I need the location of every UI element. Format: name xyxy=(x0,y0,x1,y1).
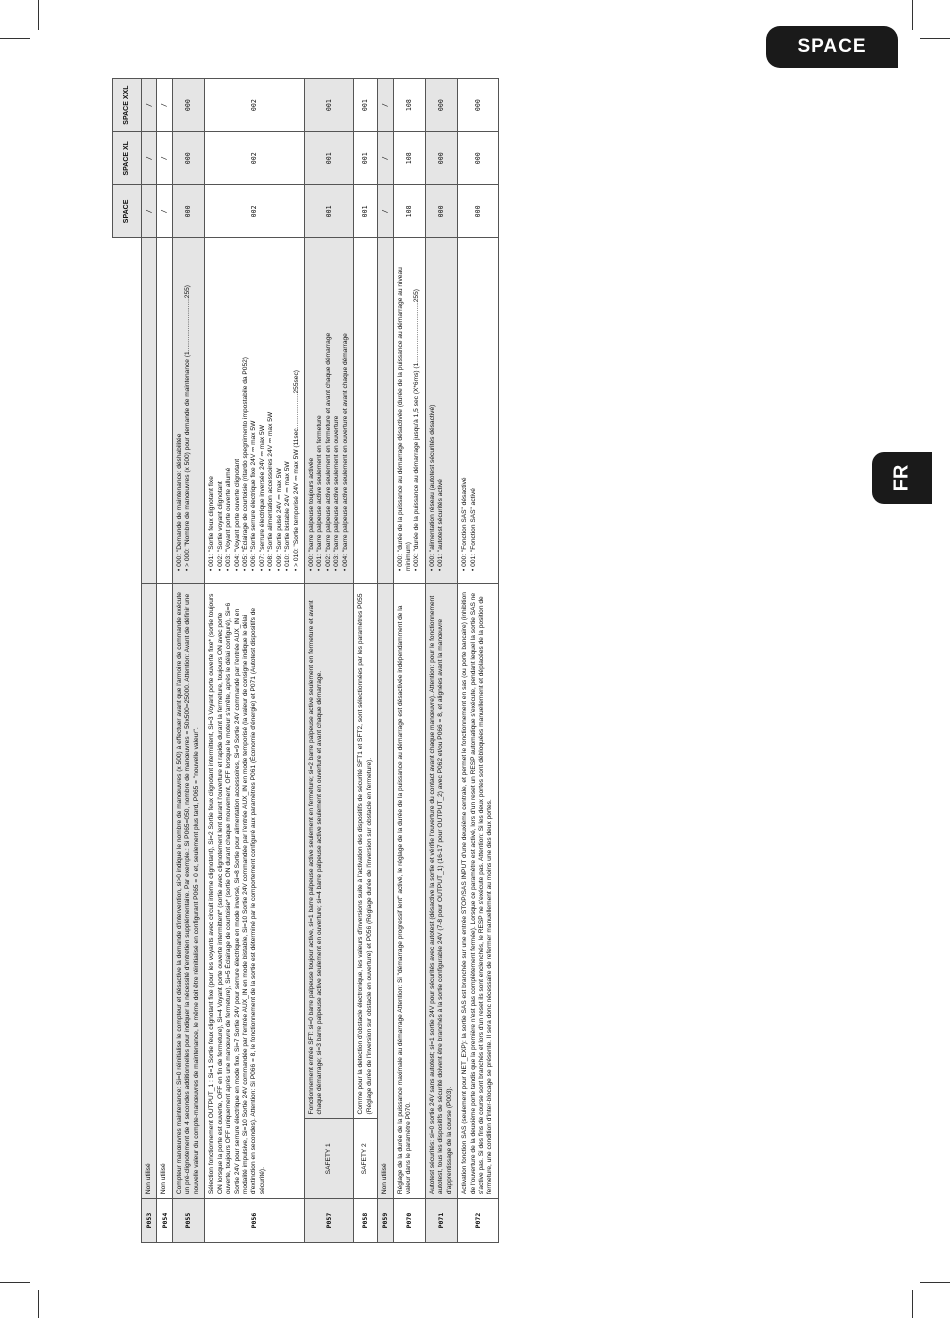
value-item: • 009: "Sortie pulsé 24V ⎓ max 5W xyxy=(276,242,284,570)
header-row xyxy=(113,79,142,1243)
crop-mark xyxy=(38,1290,39,1318)
value-item: • 001: "Sortie feux clignotant fixe xyxy=(208,242,216,570)
default-value: 002 xyxy=(205,132,305,185)
value-item: • 001: "autotest sécurités activé xyxy=(437,242,445,570)
table-row xyxy=(305,79,354,1243)
param-values xyxy=(172,238,204,583)
default-value: 000 xyxy=(172,185,204,238)
param-code: P056 xyxy=(205,1199,305,1243)
param-values xyxy=(157,238,172,583)
crop-mark xyxy=(38,0,39,30)
default-value: / xyxy=(142,132,157,185)
param-sub-label: SAFETY 2 xyxy=(354,1119,378,1199)
default-value: / xyxy=(157,185,172,238)
value-item: • 007: "serrure électrique inversée 24V ⎓ max 5W xyxy=(259,242,267,570)
crop-mark xyxy=(912,0,913,30)
param-description: Compteur manœuvres maintenance: Si=0 réinitialise le compteur et désactive la demande d'intervention, si>0 indique le nombre de manœuvres (x 500) à effectuer avant que l'armoire de commande exécute un pré-clignotement de 4 secondes additionnelles pour indiquer la nécessité d'entretien supplémentaire. Par exemple.: Si P065=050, nombre de manœuvres = 50x500=25000. Attention: Avant de définir une nouvelle valeur du compte-manœuvres de maintenance, le même doit être réinitialisé en configurant P065 = 0 et, seulement plus tard, P065 = "nouvelle valeur". xyxy=(172,583,204,1198)
value-item: • 010: "Sortie bistable 24V ⎓ max 5W xyxy=(284,242,292,570)
parameter-table xyxy=(112,78,499,1243)
default-value: / xyxy=(378,132,393,185)
value-item: • 000: "durée de la puissance au démarrage désactivée (durée de la puissance au démarrage au niveau minimum) xyxy=(397,242,414,570)
default-value: 001 xyxy=(305,132,354,185)
param-code: P058 xyxy=(354,1199,378,1243)
default-value: 000 xyxy=(425,132,457,185)
default-value: 000 xyxy=(458,79,499,132)
table-row xyxy=(393,79,425,1243)
param-code: P072 xyxy=(458,1199,499,1243)
value-item: • 001: "barre palpeuse active seulement en fermeture xyxy=(316,242,324,570)
table-row xyxy=(425,79,457,1243)
table-row xyxy=(205,79,305,1243)
crop-mark xyxy=(920,38,950,39)
default-value: 000 xyxy=(458,185,499,238)
col-space-xxl: SPACE XXL xyxy=(113,79,142,132)
default-value: 108 xyxy=(393,79,425,132)
param-code: P071 xyxy=(425,1199,457,1243)
default-value: 108 xyxy=(393,185,425,238)
value-item: • 000: "alimentation réseau (autotest sécurités désactivé) xyxy=(429,242,437,570)
param-code: P059 xyxy=(378,1199,393,1243)
default-value: 001 xyxy=(305,185,354,238)
crop-mark xyxy=(0,38,30,39)
param-description: Sélection fonctionnement OUTPUT_1 : Si=1 Sortie feux clignotant fixe (pour les voyants avec circuit interne clignotant), Si=2 Sortie feux clignotant intermittent, Si=3 Voyant porte ouverte fixe* (sortie toujours ON lorsque la porte est ouverte, OFF en fin de fermeture), Si=4 Voyant porte ouverte intermittent* (sortie avec clignotement lent durant l'ouverture et rapide durant la fermeture, toujours ON avec porte ouverte, toujours OFF uniquement après une manœuvre de fermeture), Si=5 Éclairage de courtoisie* (sortie ON durant chaque mouvement, OFF lorsque le moteur s'arrête, après le délai configuré), Si=6 Sortie 24V pour serrure électrique en mode fixe, Si=7 Sortie 24V pour serrure électrique en mode inversé, Si=8 Sortie pour alimentation accessoires, Si=9 Sortie 24V commandé par l'entrée AUX_IN en modalité impulsive, Si=10 Sortie 24V commandée par l'entrée AUX_IN en mode bistable, Si=10 Sortie 24V commandée par l'entrée AUX_IN en mode temporisé (la valeur de consigne indique le délai d'extinction en secondes). Attention: Si P066 = 8, le fonctionnement de la sortie est déterminé par le comportement configuré aux paramètres P061 (Économie d'énergie) et P071 (Autotest dispositifs de sécurité). xyxy=(205,583,305,1198)
table-row xyxy=(458,79,499,1243)
value-item: • > 010: "Sortie temporisé 24V ⎓ max 5W (11sec...................255sec) xyxy=(293,242,301,570)
table-row xyxy=(378,79,393,1243)
param-code: P055 xyxy=(172,1199,204,1243)
param-values xyxy=(458,238,499,583)
default-value: 000 xyxy=(172,79,204,132)
value-item: • 008: "Sortie alimentation accessoires 24V ⎓ max 5W xyxy=(267,242,275,570)
table-row xyxy=(172,79,204,1243)
default-value: 001 xyxy=(354,79,378,132)
default-value: 001 xyxy=(354,185,378,238)
default-value: 001 xyxy=(305,79,354,132)
default-value: 000 xyxy=(458,132,499,185)
default-value: / xyxy=(378,185,393,238)
value-item: • 006: "Sortie serrure électrique fixe 24V ⎓ max 5W xyxy=(250,242,258,570)
param-values xyxy=(378,238,393,583)
value-item: • 002: "barre palpeuse active seulement en fermeture et avant chaque démarrage xyxy=(325,242,333,570)
value-item: • > 000: "Nombre de manœuvres (x 500) pour demande de maintenance (1.............................255) xyxy=(184,242,192,570)
default-value: / xyxy=(157,79,172,132)
crop-mark xyxy=(920,1282,950,1283)
brand-tab xyxy=(766,26,898,68)
crop-mark xyxy=(912,1290,913,1318)
param-values xyxy=(425,238,457,583)
value-item: • 00X: "durée de la puissance au démarrage jusqu'à 1,5 sec (X*6ms) (1.................................255) xyxy=(413,242,421,570)
table-row xyxy=(354,79,378,1243)
value-item: • 000: "barre palpeuse toujours activée xyxy=(308,242,316,570)
default-value: 002 xyxy=(205,185,305,238)
value-item: • 004: "Voyant porte ouverte clignotant xyxy=(234,242,242,570)
default-value: 108 xyxy=(393,132,425,185)
value-item: • 002: "Sortie voyant clignotant xyxy=(217,242,225,570)
language-tab xyxy=(872,452,932,504)
param-code: P054 xyxy=(157,1199,172,1243)
value-item: • 003: "barre palpeuse active seulement en ouverture xyxy=(333,242,341,570)
parameter-table-rotated xyxy=(112,78,742,1243)
param-description: Réglage de la durée de la puissance maximale au démarrage Attention: Si "démarrage progressif lent" activé, le réglage de la durée de la puissance au démarrage est désactivée indépendamment de la valeur dans le paramètre P070. xyxy=(393,583,425,1198)
param-values xyxy=(354,238,378,583)
value-item: • 000: "Fonction SAS" désactivé xyxy=(461,242,469,570)
value-item: • 001: "Fonction SAS" activé xyxy=(470,242,478,570)
param-code: P053 xyxy=(142,1199,157,1243)
param-description: Activation fonction SAS (seulement pour NET_EXP): la sortie SAS est branchée sur une entrée STOP/SAS INPUT d'une deuxième centrale, et permet le fonctionnement en sas (ou porte bancaire) (inhibition de l'ouverture de la deuxième porte tandis que la première n'est pas complètement fermée). Lorsque ce paramètre est activé, lors d'un reset un RESP automatique s'exécute, pendant lequel la sortie SAS ne s'active pas. Si des fins de course sont branchés et lors d'un reset ils sont enclenchés, le RESP ne s'exécute pas. Attention: Si les deux portes sont débloquées manuellement et déplacées de la position de fermeture, une condition d'inter-blocage se présente. Il sera donc nécessaire de refermer manuellement au moins une des deux portes. xyxy=(458,583,499,1198)
crop-mark xyxy=(0,1282,30,1283)
param-sub-label: SAFETY 1 xyxy=(305,1119,354,1199)
value-item: • 003: "Voyant porte ouverte allumé xyxy=(225,242,233,570)
default-value: / xyxy=(378,79,393,132)
default-value: / xyxy=(142,185,157,238)
param-values xyxy=(393,238,425,583)
param-values xyxy=(305,238,354,583)
default-value: / xyxy=(157,132,172,185)
param-description: Non utilisé xyxy=(378,583,393,1198)
param-values xyxy=(142,238,157,583)
language-label: FR xyxy=(890,464,913,492)
param-code: P057 xyxy=(305,1199,354,1243)
default-value: / xyxy=(142,79,157,132)
param-description: Autotest sécurités: si=0 sortie 24V sans autotest; si=1 sortie 24V pour sécurités avec autotest (désactive la sortie et vérifie l'ouverture du contact avant chaque manœuvre). Attention: pour le fonctionnement autotest, tous les dispositifs de sécurité doivent être branchés à la sortie configurable 24V (7-8 pour OUTPUT_1) (16-17 pour OUTPUT_2) avec P062 et/ou P066 = 8, et alignées avant la manœuvre d'apprentissage de la course (P003). xyxy=(425,583,457,1198)
default-value: 000 xyxy=(425,79,457,132)
brand-label: SPACE xyxy=(797,36,867,57)
param-description: Non utilisé xyxy=(157,583,172,1198)
default-value: 000 xyxy=(172,132,204,185)
value-item: • 004: "barre palpeuse active seulement en ouverture et avant chaque démarrage xyxy=(342,242,350,570)
value-item: • 005: "Éclairage de courtoisie (ritardo spegnimento impostabile da P052) xyxy=(242,242,250,570)
table-row xyxy=(142,79,157,1243)
value-item: • 000: "Demande de maintenance: déshabilitée xyxy=(176,242,184,570)
param-code: P070 xyxy=(393,1199,425,1243)
table-row xyxy=(157,79,172,1243)
param-values xyxy=(205,238,305,583)
default-value: 001 xyxy=(354,132,378,185)
param-description: Fonctionnement entrée SFT: si=0 barre palpeuse toujour active, si=1 barre palpeuse active seulement en fermeture; si=2 barre palpeuse active seulement en fermeture et avant chaque démarrage; si=3 barre palpeuse active seulement en ouverture; si=4 barre palpeuse active seulement en ouverture et avant chaque démarrage. xyxy=(305,583,354,1118)
col-space: SPACE xyxy=(113,185,142,238)
param-description: Non utilisé xyxy=(142,583,157,1198)
default-value: 002 xyxy=(205,79,305,132)
param-description: Comme pour la detection d'obstacle électronique, les valeurs d'inversions suite à l'activation des dispositifs de sécurité SFT1 et SFT2, sont sélectionnées par les paramètres P055 (Réglage durée de l'inversion sur obstacle en ouverture) et P056 (Réglage durée de l'inversion sur obstacle en fermeture). xyxy=(354,583,378,1118)
default-value: 000 xyxy=(425,185,457,238)
col-space-xl: SPACE XL xyxy=(113,132,142,185)
